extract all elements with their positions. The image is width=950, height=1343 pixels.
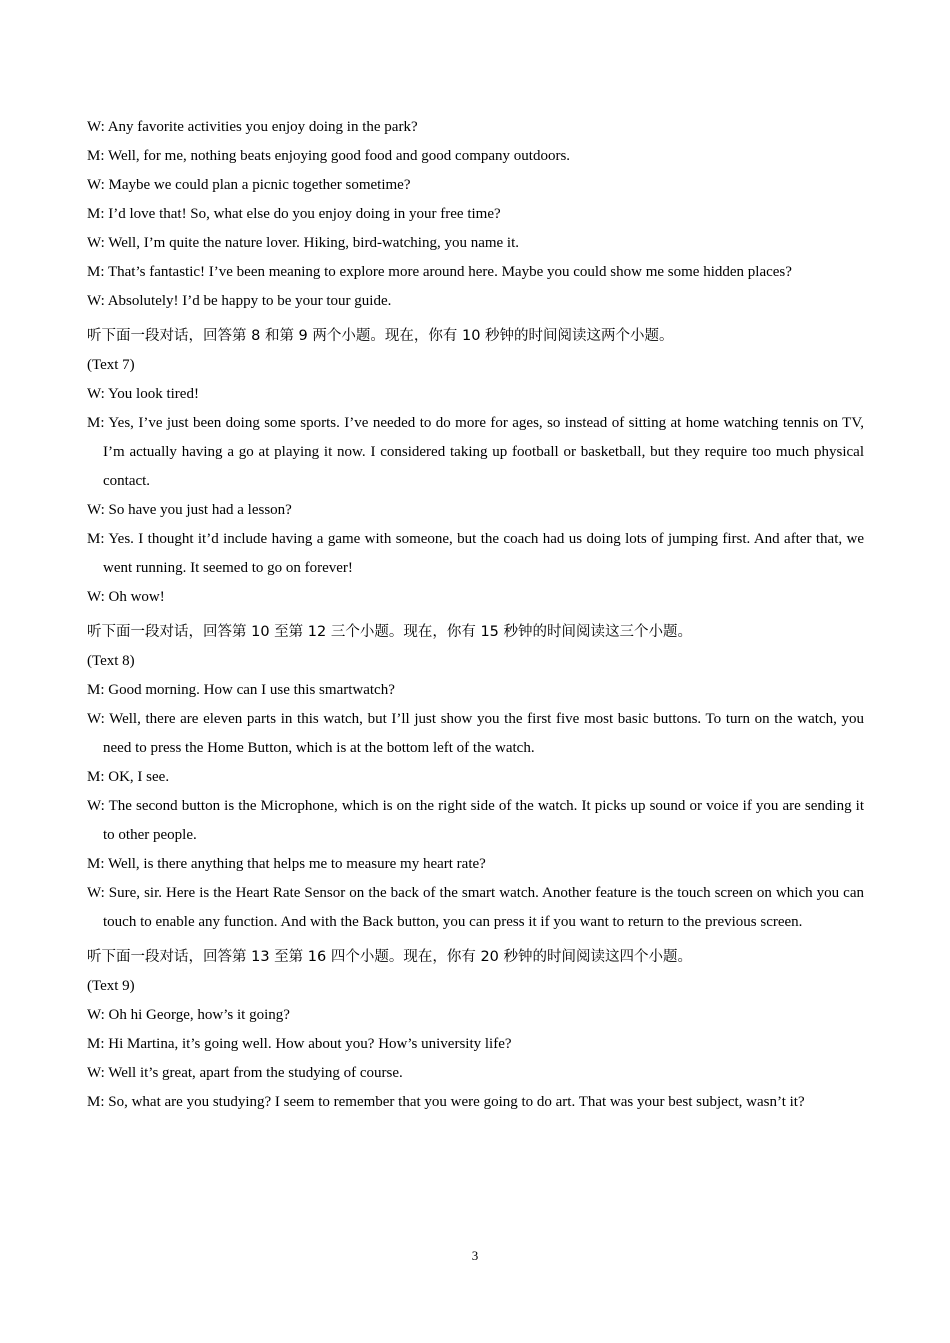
dialog-line: W: Maybe we could plan a picnic together sometime? <box>87 177 411 193</box>
text-heading: (Text 7) <box>87 357 135 373</box>
dialog-line: W: So have you just had a lesson? <box>87 502 292 518</box>
dialog-line: W: The second button is the Microphone, which is on the right side of the watch. It picks up sound or voice if you are sending it to other people. <box>87 798 864 843</box>
dialog-line: W: Absolutely! I’d be happy to be your tour guide. <box>87 293 392 309</box>
dialog-line: M: Hi Martina, it’s going well. How about you? How’s university life? <box>87 1036 512 1052</box>
dialog-line: M: I’d love that! So, what else do you enjoy doing in your free time? <box>87 206 501 222</box>
page-body <box>87 113 864 1117</box>
dialog-line: M: That’s fantastic! I’ve been meaning to explore more around here. Maybe you could show me some hidden places? <box>87 264 792 280</box>
section-instruction: 听下面一段对话，回答第 13 至第 16 四个小题。现在，你有 20 秒钟的时间阅读这四个小题。 <box>87 949 693 965</box>
page-number: 3 <box>471 1248 479 1263</box>
dialog-line: W: Oh hi George, how’s it going? <box>87 1007 290 1023</box>
dialog-line: W: You look tired! <box>87 386 199 402</box>
text-heading: (Text 8) <box>87 653 135 669</box>
dialog-line: M: Well, for me, nothing beats enjoying good food and good company outdoors. <box>87 148 571 164</box>
section-instruction: 听下面一段对话，回答第 10 至第 12 三个小题。现在，你有 15 秒钟的时间阅读这三个小题。 <box>87 624 693 640</box>
text-heading: (Text 9) <box>87 978 135 994</box>
dialog-line: M: Good morning. How can I use this smartwatch? <box>87 682 395 698</box>
dialog-line: M: OK, I see. <box>87 769 170 785</box>
dialog-line: M: So, what are you studying? I seem to remember that you were going to do art. That was your best subject, wasn’t it? <box>87 1094 805 1110</box>
dialog-line: W: Well, there are eleven parts in this watch, but I’ll just show you the first five most basic buttons. To turn on the watch, you need to press the Home Button, which is at the bottom left of the watch. <box>87 711 864 756</box>
dialog-line: W: Well it’s great, apart from the studying of course. <box>87 1065 403 1081</box>
dialog-line: W: Sure, sir. Here is the Heart Rate Sensor on the back of the smart watch. Another feature is the touch screen on which you can touch to enable any function. And with the Back button, you can press it if you want to return to the previous screen. <box>87 885 864 930</box>
dialog-line: W: Well, I’m quite the nature lover. Hiking, bird-watching, you name it. <box>87 235 520 251</box>
section-instruction: 听下面一段对话，回答第 8 和第 9 两个小题。现在，你有 10 秒钟的时间阅读这两个小题。 <box>87 328 674 344</box>
dialog-line: M: Yes, I’ve just been doing some sports. I’ve needed to do more for ages, so instead of sitting at home watching tennis on TV, I’m actually having a go at playing it now. I considered taking up football or basketball, but they require too much physical contact. <box>87 415 864 489</box>
dialog-line: M: Yes. I thought it’d include having a game with someone, but the coach had us doing lots of jumping first. And after that, we went running. It seemed to go on forever! <box>87 531 864 576</box>
dialog-line: W: Oh wow! <box>87 589 165 605</box>
dialog-line: W: Any favorite activities you enjoy doing in the park? <box>87 119 418 135</box>
dialog-line: M: Well, is there anything that helps me to measure my heart rate? <box>87 856 486 872</box>
